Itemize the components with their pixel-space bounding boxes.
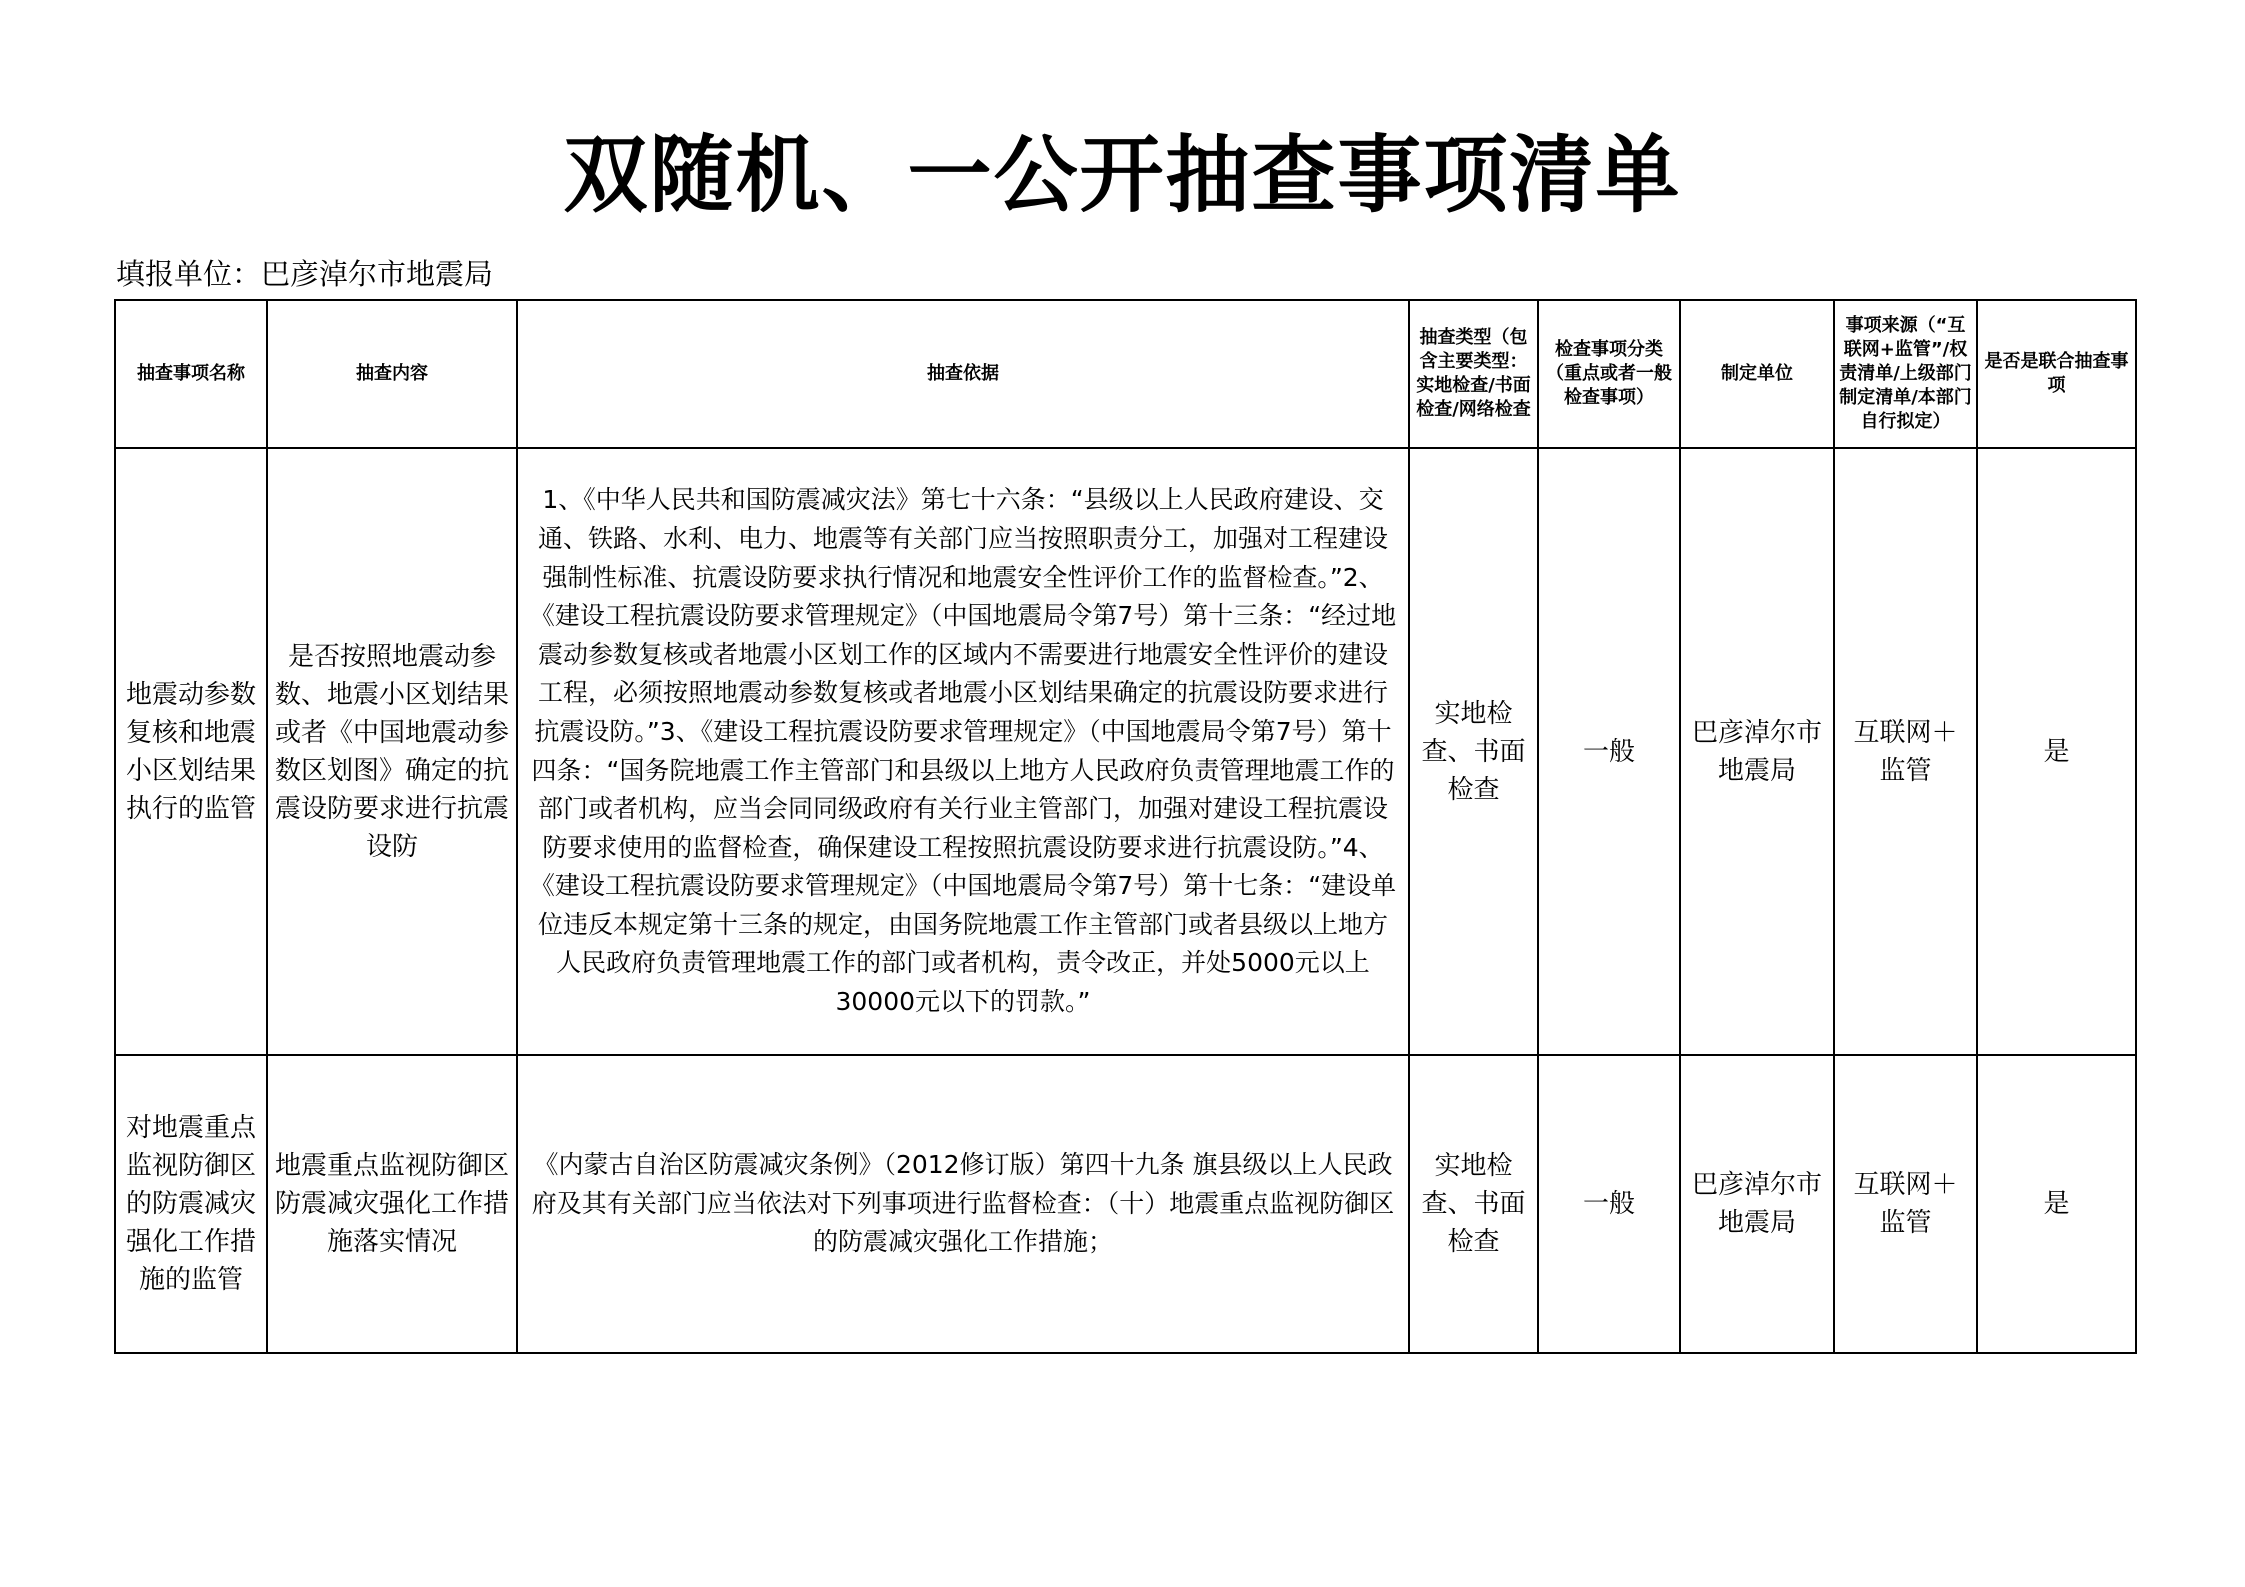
issuing-unit-cell: 巴彦淖尔市地震局	[1680, 448, 1834, 1055]
inspection-items-table	[114, 299, 2137, 1354]
header-content: 抽查内容	[267, 300, 517, 448]
item-source-cell: 互联网＋监管	[1834, 1055, 1977, 1353]
inspection-type-cell: 实地检查、书面检查	[1409, 1055, 1538, 1353]
issuing-unit-cell: 巴彦淖尔市地震局	[1680, 1055, 1834, 1353]
document-title: 双随机、一公开抽查事项清单	[563, 125, 1682, 224]
item-name-cell: 地震动参数复核和地震小区划结果执行的监管	[115, 448, 267, 1055]
table-header-row	[115, 300, 2136, 448]
reporting-unit-line: 填报单位：巴彦淖尔市地震局	[116, 257, 494, 291]
header-joint-inspection: 是否是联合抽查事项	[1977, 300, 2136, 448]
item-source-cell: 互联网＋监管	[1834, 448, 1977, 1055]
joint-inspection-cell: 是	[1977, 448, 2136, 1055]
header-inspection-type: 抽查类型（包含主要类型：实地检查/书面检查/网络检查	[1409, 300, 1538, 448]
table-row	[115, 1055, 2136, 1353]
joint-inspection-cell: 是	[1977, 1055, 2136, 1353]
basis-cell: 《内蒙古自治区防震减灾条例》（2012修订版）第四十九条 旗县级以上人民政府及其有关部门应当依法对下列事项进行监督检查：（十）地震重点监视防御区的防震减灾强化工作措施；	[517, 1055, 1409, 1353]
table-row	[115, 448, 2136, 1055]
content-cell: 地震重点监视防御区防震减灾强化工作措施落实情况	[267, 1055, 517, 1353]
inspection-type-cell: 实地检查、书面检查	[1409, 448, 1538, 1055]
header-issuing-unit: 制定单位	[1680, 300, 1834, 448]
item-category-cell: 一般	[1538, 448, 1680, 1055]
header-item-source: 事项来源（“互联网+监管”/权责清单/上级部门制定清单/本部门自行拟定）	[1834, 300, 1977, 448]
header-item-name: 抽查事项名称	[115, 300, 267, 448]
item-category-cell: 一般	[1538, 1055, 1680, 1353]
content-cell: 是否按照地震动参数、地震小区划结果或者《中国地震动参数区划图》确定的抗震设防要求进行抗震设防	[267, 448, 517, 1055]
item-name-cell: 对地震重点监视防御区的防震减灾强化工作措施的监管	[115, 1055, 267, 1353]
header-basis: 抽查依据	[517, 300, 1409, 448]
basis-cell: 1、《中华人民共和国防震减灾法》第七十六条：“县级以上人民政府建设、交通、铁路、水利、电力、地震等有关部门应当按照职责分工，加强对工程建设强制性标准、抗震设防要求执行情况和地震安全性评价工作的监督检查。”2、《建设工程抗震设防要求管理规定》（中国地震局令第7号）第十三条：“经过地震动参数复核或者地震小区划工作的区域内不需要进行地震安全性评价的建设工程，必须按照地震动参数复核或者地震小区划结果确定的抗震设防要求进行抗震设防。”3、《建设工程抗震设防要求管理规定》（中国地震局令第7号）第十四条：“国务院地震工作主管部门和县级以上地方人民政府负责管理地震工作的部门或者机构，应当会同同级政府有关行业主管部门，加强对建设工程抗震设防要求使用的监督检查，确保建设工程按照抗震设防要求进行抗震设防。”4、《建设工程抗震设防要求管理规定》（中国地震局令第7号）第十七条：“建设单位违反本规定第十三条的规定，由国务院地震工作主管部门或者县级以上地方人民政府负责管理地震工作的部门或者机构，责令改正，并处5000元以上30000元以下的罚款。”	[517, 448, 1409, 1055]
header-item-category: 检查事项分类（重点或者一般检查事项）	[1538, 300, 1680, 448]
